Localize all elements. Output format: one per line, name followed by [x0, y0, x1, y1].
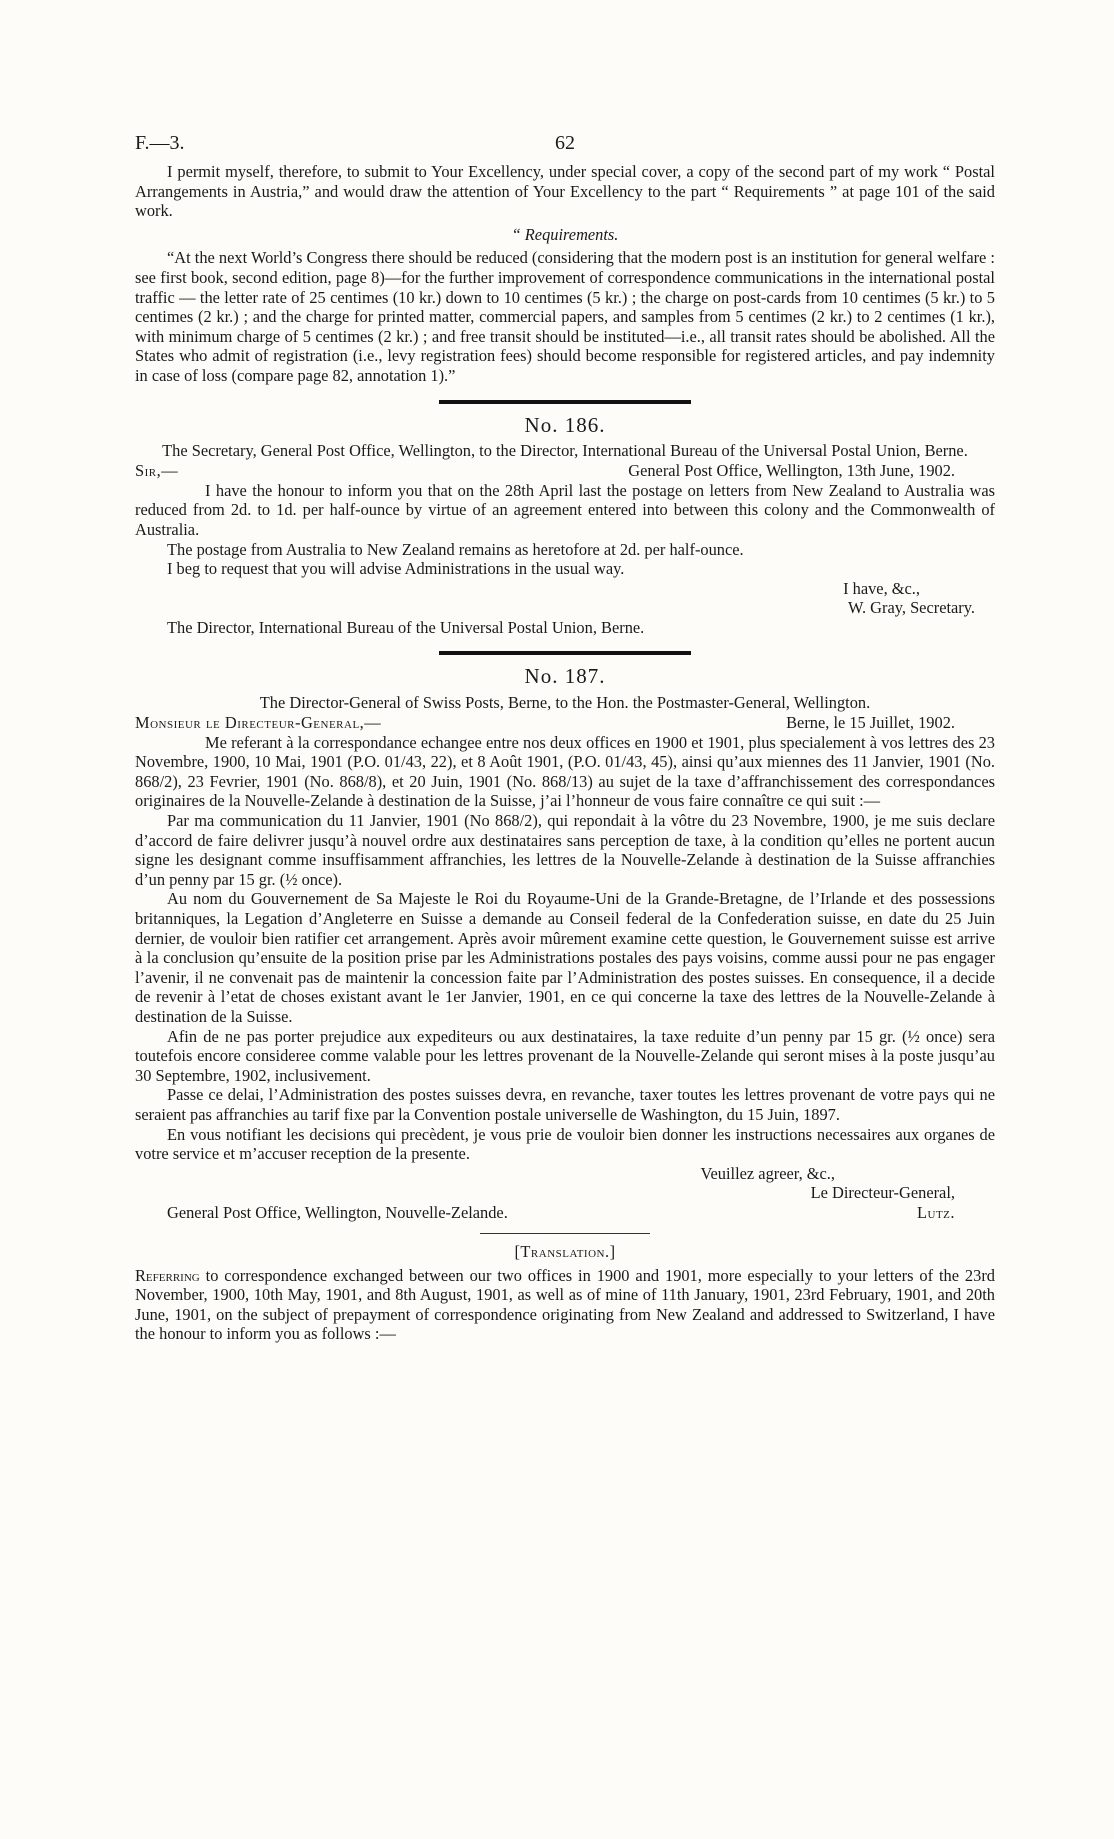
section-divider — [439, 400, 691, 404]
letter-187-closing-title: Le Directeur-General, — [810, 1183, 955, 1203]
requirements-text: “At the next World’s Congress there should be reduced (considering that the modern post is an institution for general welfare : see first book, second edition, page 8)—for the further improvement of correspondence communications in the international postal traffic — the letter rate of 25 centimes (10 kr.) down to 10 centimes (5 kr.) ; the charge on post-cards from 10 centimes (5 kr.) to 5 centimes (2 kr.) ; and the charge for printed matter, commercial papers, and samples from 5 centimes (2 kr.) to 2 centimes (1 kr.), with minimum charge of 5 centimes (2 kr.) ; and free transit should be instituted—i.e., all transit rates should be abolished. All the States who admit of registration (i.e., levy registration fees) should become responsible for registered articles, and pay indemnity in case of loss (compare page 82, annotation 1).” — [135, 248, 995, 385]
letter-187-paragraph: En vous notifiant les decisions qui precèdent, je vous prie de vouloir bien donner les instructions necessaires aux organes de votre service et m’accuser reception de la presente. — [135, 1124, 995, 1164]
letter-186-paragraph: I beg to request that you will advise Administrations in the usual way. — [167, 559, 625, 579]
translation-text: to correspondence exchanged between our two offices in 1900 and 1901, more especially to your letters of the 23rd November, 1900, 10th May, 1901, and 8th August, 1901, as well as of mine of 11th January, 1901, 23rd February, 1901, and 20th June, 1901, on the subject of prepayment of correspondence originating from New Zealand and addressed to Switzerland, I have the honour to inform you as follows :— — [135, 1265, 995, 1344]
letter-186-salutation-line — [135, 461, 995, 481]
letter-187-addressing: The Director-General of Swiss Posts, Berne, to the Hon. the Postmaster-General, Wellington. — [259, 693, 871, 713]
letter-186-closing: I have, &c., — [843, 578, 920, 598]
letter-187-paragraph: Passe ce delai, l’Administration des postes suisses devra, en revanche, taxer toutes les lettres provenant de votre pays qui ne seraient pas affranchies au tarif fixe par la Convention postale universelle de Washington, du 15 Juin, 1897. — [135, 1085, 995, 1124]
letter-187-paragraph: Afin de ne pas porter prejudice aux expediteurs ou aux destinataires, la taxe reduite d’un penny par 15 gr. (½ once) sera toutefois encore consideree comme valable pour les lettres provenant de la Nouvelle-Zelande qui seront mises à la poste jusqu’au 30 Septembre, 1902, inclusivement. — [135, 1026, 995, 1085]
page-number: 62 — [555, 132, 575, 154]
translation-heading: [Translation.] — [514, 1241, 616, 1261]
letter-187-paragraph: Me referant à la correspondance echangee entre nos deux offices en 1900 et 1901, plus specialement à vos lettres des 23 Novembre, 1900, 10 Mai, 1901 (P.O. 01/43, 22), et 8 Août 1901, (P.O. 01/43, 45), ainsi qu’aux miennes des 11 Janvier, 1901 (No. 868/2), 23 Fevrier, 1901 (No. 868/8), et 20 Juin, 1901 (No. 868/13) au sujet de la taxe d’affranchissement des correspondances originaires de la Nouvelle-Zelande à destination de la Suisse, j’ai l’honneur de vous faire connaître ce qui suit :— — [135, 732, 995, 811]
letter-number-186: No. 186. — [524, 412, 606, 437]
document-reference: F.—3. — [135, 132, 185, 154]
letter-186-addressing: The Secretary, General Post Office, Wellington, to the Director, International Bureau of the Universal Postal Union, Berne. — [162, 441, 968, 461]
letter-187-salutation-line — [135, 713, 995, 733]
letter-187-paragraph: Par ma communication du 11 Janvier, 1901 (No 868/2), qui repondait à la vôtre du 23 Novembre, 1900, je me suis declare d’accord de faire delivrer jusqu’à nouvel ordre aux destinataires sans perception de taxe, à la condition qu’elles ne portent aucun signe les designant comme insuffisamment affranchies, les lettres de la Nouvelle-Zelande à destination de la Suisse affranchies d’un penny par 15 gr. (½ once). — [135, 811, 995, 889]
page-header — [135, 128, 995, 162]
letter-187-paragraph: Au nom du Gouvernement de Sa Majeste le Roi du Royaume-Uni de la Grande-Bretagne, de l’Irlande et des possessions britanniques, la Legation d’Angleterre en Suisse a demande au Conseil federal de la Confederation suisse, en date du 25 Juin dernier, de vouloir bien ratifier cet arrangement. Après avoir mûrement examine cette question, le Gouvernement suisse est arrive à la conclusion qu’ensuite de la position prise par les Administrations postales des pays voisins, comme aussi pour ne pas engager l’avenir, il ne convenait pas de maintenir la concession faite par l’Administration des postes suisses. En consequence, il a decide de revenir à l’etat de choses existant avant le 1er Janvier, 1901, en ce qui concerne la taxe des lettres de la Nouvelle-Zelande à destination de la Suisse. — [135, 889, 995, 1026]
letter-186-signature: W. Gray, Secretary. — [848, 598, 975, 618]
letter-186-salutation: Sir,— — [135, 460, 179, 480]
translation-paragraph — [135, 1266, 995, 1344]
letter-186-recipient: The Director, International Bureau of the Universal Postal Union, Berne. — [167, 617, 645, 637]
translation-divider — [480, 1233, 650, 1234]
letter-186-paragraph: The postage from Australia to New Zealand remains as heretofore at 2d. per half-ounce. — [167, 539, 744, 559]
letter-186-paragraph: I have the honour to inform you that on the 28th April last the postage on letters from New Zealand to Australia was reduced from 2d. to 1d. per half-ounce by virtue of an agreement entered into between this colony and the Commonwealth of Australia. — [135, 480, 995, 539]
section-divider — [439, 651, 691, 655]
requirements-heading: “ Requirements. — [511, 224, 619, 244]
letter-187-recipient: General Post Office, Wellington, Nouvelle-Zelande. — [167, 1202, 508, 1222]
letter-187-salutation: Monsieur le Directeur-General,— — [135, 712, 382, 732]
document-page — [135, 128, 995, 1344]
letter-187-footer — [135, 1203, 995, 1223]
letter-187-closing: Veuillez agreer, &c., — [700, 1163, 835, 1183]
intro-paragraph: I permit myself, therefore, to submit to Your Excellency, under special cover, a copy of the second part of my work “ Postal Arrangements in Austria,” and would draw the attention of Your Excellency to the part “ Requirements ” at page 101 of the said work. — [135, 162, 995, 221]
letter-187-signature: Lutz. — [917, 1202, 955, 1222]
translation-lead-word: Referring — [135, 1265, 200, 1285]
letter-187-dateline: Berne, le 15 Juillet, 1902. — [786, 712, 955, 732]
letter-number-187: No. 187. — [524, 664, 606, 689]
letter-186-dateline: General Post Office, Wellington, 13th June, 1902. — [628, 460, 955, 480]
